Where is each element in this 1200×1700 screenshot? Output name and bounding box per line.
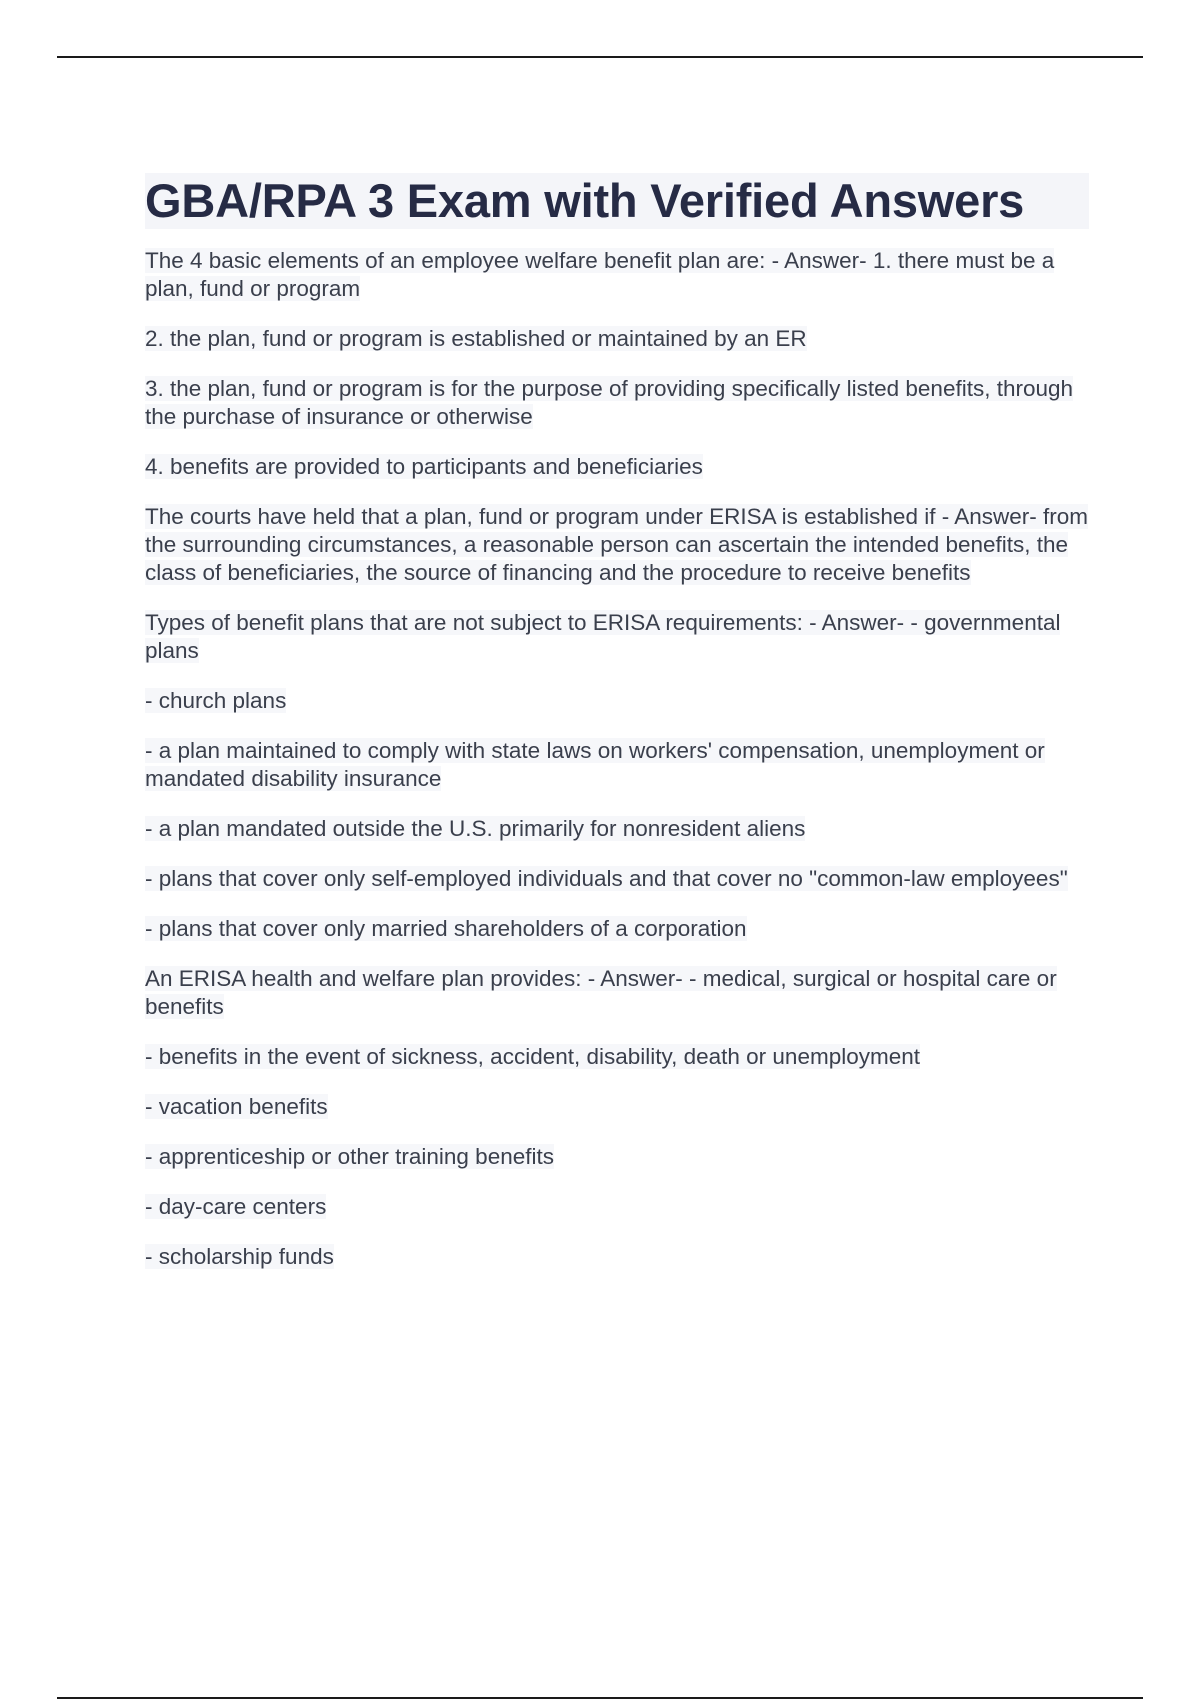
document-body xyxy=(145,173,1089,1293)
paragraph-text: - church plans xyxy=(145,688,287,713)
paragraph-text: - plans that cover only married shareholders of a corporation xyxy=(145,916,747,941)
paragraph-text: - apprenticeship or other training benefits xyxy=(145,1144,554,1169)
paragraph xyxy=(145,247,1089,303)
paragraph-text: - scholarship funds xyxy=(145,1244,334,1269)
paragraph xyxy=(145,375,1089,431)
header-rule xyxy=(57,56,1143,58)
paragraph xyxy=(145,453,1089,481)
paragraph-text: The 4 basic elements of an employee welfare benefit plan are: - Answer- 1. there must be a plan, fund or program xyxy=(145,248,1055,301)
paragraph-text: An ERISA health and welfare plan provides: - Answer- - medical, surgical or hospital care or benefits xyxy=(145,966,1057,1019)
paragraph xyxy=(145,1243,1089,1271)
paragraph xyxy=(145,1193,1089,1221)
paragraph-text: Types of benefit plans that are not subject to ERISA requirements: - Answer- - governmental plans xyxy=(145,610,1061,663)
paragraph xyxy=(145,815,1089,843)
paragraph xyxy=(145,687,1089,715)
paragraph xyxy=(145,915,1089,943)
footer-rule xyxy=(57,1697,1143,1699)
paragraph xyxy=(145,737,1089,793)
paragraph xyxy=(145,865,1089,893)
paragraph-text: - plans that cover only self-employed individuals and that cover no "common-law employees" xyxy=(145,866,1068,891)
paragraph xyxy=(145,1143,1089,1171)
document-title: GBA/RPA 3 Exam with Verified Answers xyxy=(145,173,1089,229)
paragraph xyxy=(145,609,1089,665)
paragraph-text: 3. the plan, fund or program is for the purpose of providing specifically listed benefits, through the purchase of insurance or otherwise xyxy=(145,376,1074,429)
paragraph-text: - benefits in the event of sickness, accident, disability, death or unemployment xyxy=(145,1044,920,1069)
paragraph-text: - a plan maintained to comply with state laws on workers' compensation, unemployment or mandated disability insurance xyxy=(145,738,1045,791)
paragraph xyxy=(145,1043,1089,1071)
paragraph xyxy=(145,1093,1089,1121)
paragraph xyxy=(145,325,1089,353)
paragraph xyxy=(145,503,1089,587)
paragraph-text: - a plan mandated outside the U.S. primarily for nonresident aliens xyxy=(145,816,806,841)
paragraph-text: The courts have held that a plan, fund or program under ERISA is established if - Answer- from the surrounding circumstances, a reasonable person can ascertain the intended benefits, the class of beneficiaries, the source of financing and the procedure to receive benefits xyxy=(145,504,1088,585)
paragraph-text: 2. the plan, fund or program is established or maintained by an ER xyxy=(145,326,807,351)
paragraph-text: 4. benefits are provided to participants and beneficiaries xyxy=(145,454,703,479)
paragraph-text: - day-care centers xyxy=(145,1194,327,1219)
paragraph xyxy=(145,965,1089,1021)
paragraph-text: - vacation benefits xyxy=(145,1094,328,1119)
